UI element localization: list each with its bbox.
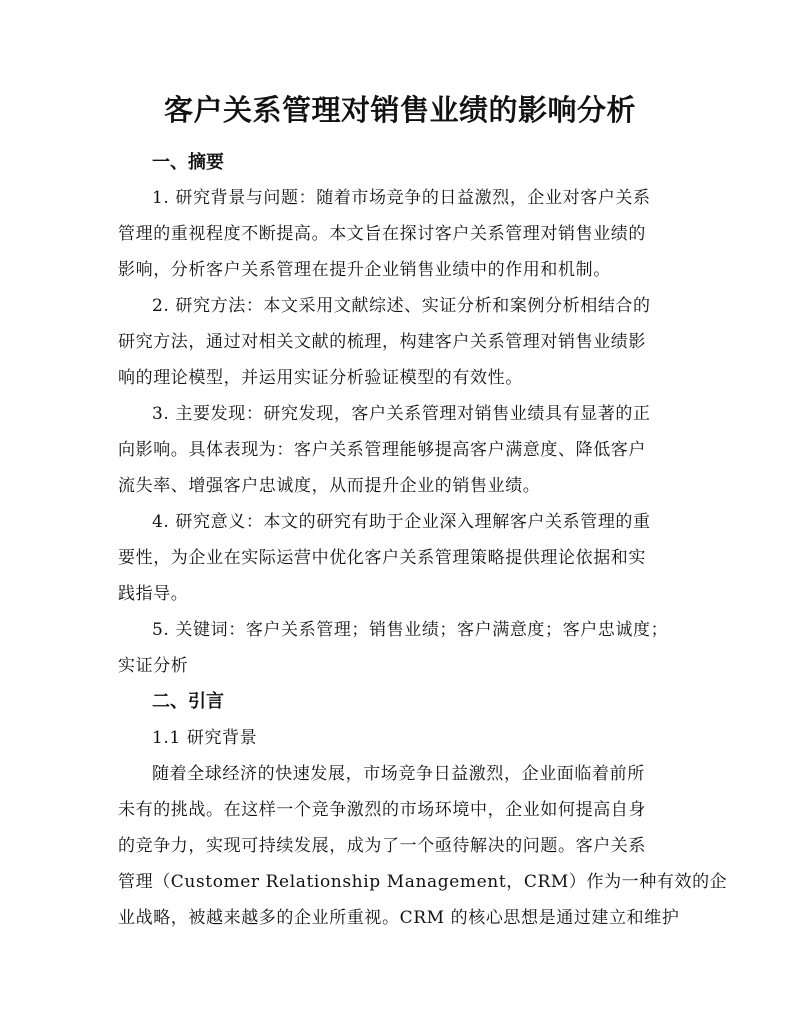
paragraph-line: 未有的挑战。在这样一个竞争激烈的市场环境中，企业如何提高自身 — [118, 800, 646, 820]
paragraph-line: 的竞争力，实现可持续发展，成为了一个亟待解决的问题。客户关系 — [118, 836, 646, 856]
paragraph-line: 流失率、增强客户忠诚度，从而提升企业的销售业绩。 — [118, 476, 541, 496]
section-heading-intro: 二、引言 — [152, 691, 224, 712]
paragraph-line: 随着全球经济的快速发展，市场竞争日益激烈，企业面临着前所 — [152, 764, 645, 784]
paragraph-line: 向影响。具体表现为：客户关系管理能够提高客户满意度、降低客户 — [118, 440, 646, 460]
paragraph-line: 管理的重视程度不断提高。本文旨在探讨客户关系管理对销售业绩的 — [118, 224, 646, 244]
subsection-heading: 1.1 研究背景 — [152, 728, 258, 748]
paragraph-line: 2. 研究方法：本文采用文献综述、实证分析和案例分析相结合的 — [152, 296, 651, 316]
paragraph-line: 影响，分析客户关系管理在提升企业销售业绩中的作用和机制。 — [118, 260, 611, 280]
paragraph-line: 业战略，被越来越多的企业所重视。CRM 的核心思想是通过建立和维护 — [118, 908, 680, 928]
paragraph-line: 管理（Customer Relationship Management，CRM）作为一种有效的企 — [118, 872, 728, 892]
paragraph-line: 践指导。 — [118, 584, 189, 604]
paragraph-line: 3. 主要发现：研究发现，客户关系管理对销售业绩具有显著的正 — [152, 404, 651, 424]
paragraph-line: 5. 关键词：客户关系管理；销售业绩；客户满意度；客户忠诚度； — [152, 620, 669, 640]
document-title: 客户关系管理对销售业绩的影响分析 — [163, 93, 636, 127]
paragraph-line: 4. 研究意义：本文的研究有助于企业深入理解客户关系管理的重 — [152, 512, 651, 532]
paragraph-line: 1. 研究背景与问题：随着市场竞争的日益激烈，企业对客户关系 — [152, 188, 651, 208]
paragraph-line: 研究方法，通过对相关文献的梳理，构建客户关系管理对销售业绩影 — [118, 332, 646, 352]
section-heading-abstract: 一、摘要 — [152, 152, 224, 173]
paragraph-line: 实证分析 — [118, 656, 189, 676]
paragraph-line: 响的理论模型，并运用实证分析验证模型的有效性。 — [118, 368, 523, 388]
paragraph-line: 要性，为企业在实际运营中优化客户关系管理策略提供理论依据和实 — [118, 548, 646, 568]
